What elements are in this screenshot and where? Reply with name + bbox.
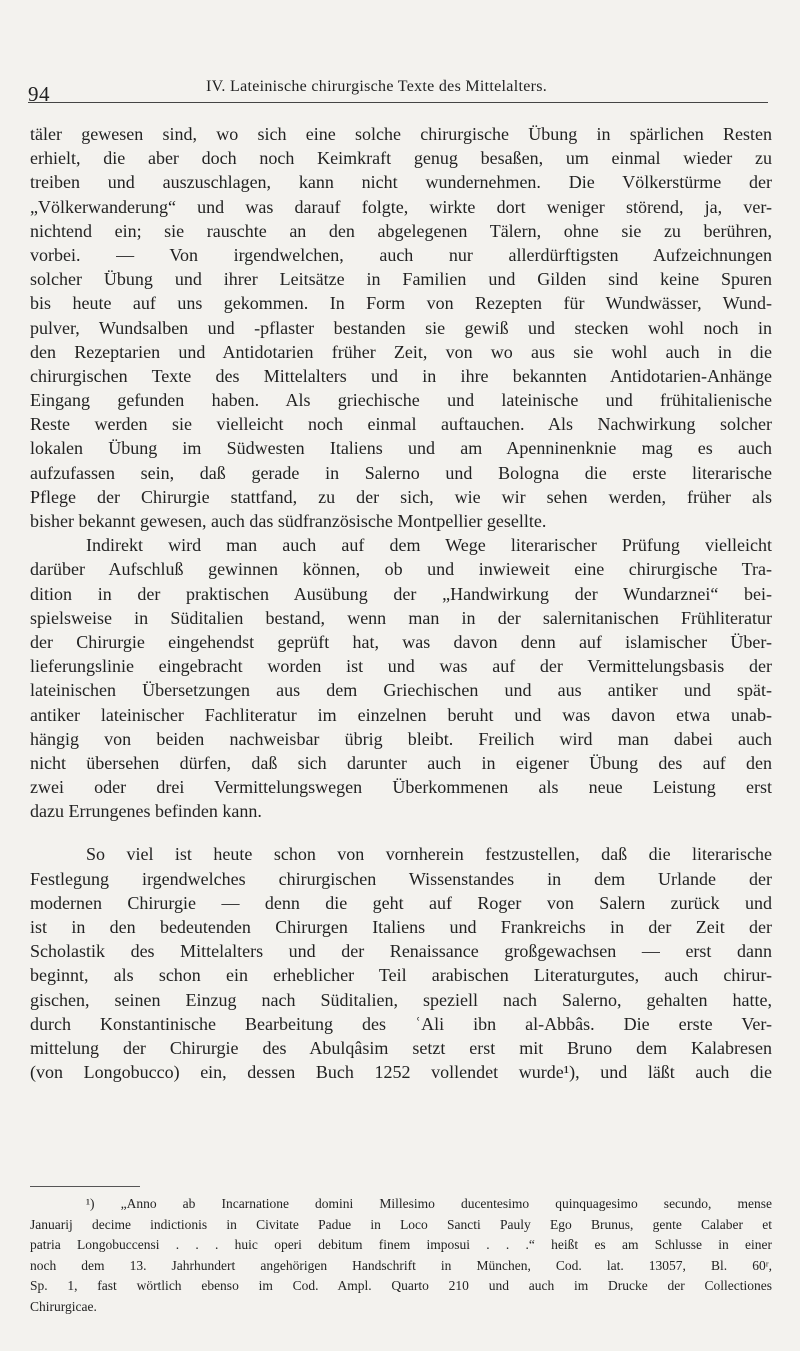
text-line: solcher Übung und ihrer Leitsätze in Familien und Gilden sind keine Spuren [30, 269, 772, 290]
text-line: dazu Errungenes befinden kann. [30, 801, 262, 822]
footnote-line: patria Longobuccensi . . . huic operi debitum finem imposui . . .“ heißt es am Schlusse in einer [30, 1237, 772, 1252]
page-number: 94 [28, 82, 50, 106]
text-line: (von Longobucco) ein, dessen Buch 1252 vollendet wurde¹), und läßt auch die [30, 1062, 772, 1083]
text-line: bisher bekannt gewesen, auch das südfranzösische Montpellier gesellte. [30, 511, 547, 531]
text-line: mittelung der Chirurgie des Abulqâsim setzt erst mit Bruno dem Kalabresen [30, 1037, 772, 1058]
text-line: zwei oder drei Vermittelungswegen Überkommenen als neue Leistung erst [30, 777, 772, 798]
footnote-line: Chirurgicae. [30, 1298, 97, 1314]
footnote-line: Sp. 1, fast wörtlich ebenso im Cod. Ampl. Quarto 210 und auch im Drucke der Collectiones [30, 1278, 772, 1293]
text-line: lokalen Übung im Südwesten Italiens und am Apenninenknie mag es auch [30, 438, 772, 459]
text-line: beginnt, als schon ein erheblicher Teil arabischen Literaturgutes, auch chirur- [30, 965, 772, 986]
footnote-rule [30, 1186, 140, 1187]
text-line: Indirekt wird man auch auf dem Wege literarischer Prüfung vielleicht [86, 535, 772, 556]
body-text [30, 122, 772, 1084]
text-line: dition in der praktischen Ausübung der „Handwirkung der Wundarznei“ bei- [30, 583, 772, 604]
text-line: der Chirurgie eingehendst geprüft hat, was davon denn auf islamischer Über- [30, 631, 772, 652]
header-rule [28, 102, 768, 103]
paragraph-gap [30, 823, 772, 842]
text-line: lateinischen Übersetzungen aus dem Griechischen und aus antiker und spät- [30, 680, 772, 701]
text-line: spielsweise in Süditalien bestand, wenn man in der salernitanischen Frühliteratur [30, 607, 772, 628]
text-line: Festlegung irgendwelches chirurgischen Wissenstandes in dem Urlande der [30, 868, 772, 889]
footnotes [30, 1194, 772, 1317]
text-line: Reste werden sie vielleicht noch einmal auftauchen. Als Nachwirkung solcher [30, 414, 772, 435]
text-line: bis heute auf uns gekommen. In Form von Rezepten für Wundwässer, Wund- [30, 293, 772, 314]
text-line: Eingang gefunden haben. Als griechische und lateinische und frühitalienische [30, 390, 772, 411]
text-line: lieferungslinie eingebracht worden ist und was auf der Vermittelungsbasis der [30, 656, 772, 677]
footnote-line: noch dem 13. Jahrhundert angehörigen Handschrift in München, Cod. lat. 13057, Bl. 60ʳ, [30, 1257, 772, 1273]
footnote-line: Januarij decime indictionis in Civitate Padue in Loco Sancti Pauly Ego Brunus, gente Calaber et [30, 1216, 772, 1232]
text-line: „Völkerwanderung“ und was darauf folgte, wirkte dort weniger störend, ja, ver- [30, 196, 772, 217]
text-line: nicht übersehen dürfen, daß sich darunter auch in eigener Übung des auf den [30, 752, 772, 773]
text-line: erhielt, die aber doch noch Keimkraft genug besaßen, um einmal wieder zu [30, 148, 772, 169]
text-line: pulver, Wundsalben und -pflaster bestanden sie gewiß und stecken wohl noch in [30, 317, 772, 338]
text-line: nichtend ein; sie rauschte an den abgelegenen Tälern, ohne sie zu berühren, [30, 220, 772, 241]
text-line: vorbei. — Von irgendwelchen, auch nur allerdürftigsten Aufzeichnungen [30, 244, 772, 265]
text-line: den Rezeptarien und Antidotarien früher Zeit, von wo aus sie wohl auch in die [30, 341, 772, 362]
page-header [28, 72, 768, 106]
text-line: antiker lateinischer Fachliteratur im einzelnen beruht und was davon etwa unab- [30, 704, 772, 725]
text-line: Scholastik des Mittelalters und der Renaissance großgewachsen — erst dann [30, 941, 772, 962]
text-line: gischen, seinen Einzug nach Süditalien, speziell nach Salerno, gehalten hatte, [30, 989, 772, 1010]
text-line: hängig von beiden nachweisbar übrig bleibt. Freilich wird man dabei auch [30, 728, 772, 749]
text-line: aufzufassen sein, daß gerade in Salerno und Bologna die erste literarische [30, 462, 772, 483]
text-line: darüber Aufschluß gewinnen können, ob und inwieweit eine chirurgische Tra- [30, 559, 772, 580]
footnote-line: ¹) „Anno ab Incarnatione domini Millesimo ducentesimo quinquagesimo secundo, mense [86, 1196, 772, 1211]
text-line: chirurgischen Texte des Mittelalters und in ihre bekannten Antidotarien-Anhänge [30, 365, 772, 386]
text-line: Pflege der Chirurgie stattfand, zu der sich, wie wir sehen werden, früher als [30, 486, 772, 507]
text-line: So viel ist heute schon von vornherein festzustellen, daß die literarische [86, 844, 772, 865]
text-line: treiben und auszuschlagen, kann nicht wundernehmen. Die Völkerstürme der [30, 172, 772, 193]
text-line: durch Konstantinische Bearbeitung des ʿAli ibn al-Abbâs. Die erste Ver- [30, 1013, 772, 1034]
text-line: täler gewesen sind, wo sich eine solche chirurgische Übung in spärlichen Resten [30, 124, 772, 144]
text-line: modernen Chirurgie — denn die geht auf Roger von Salern zurück und [30, 892, 772, 913]
running-title: IV. Lateinische chirurgische Texte des Mittelalters. [206, 78, 548, 95]
text-line: ist in den bedeutenden Chirurgen Italiens und Frankreichs in der Zeit der [30, 917, 772, 937]
